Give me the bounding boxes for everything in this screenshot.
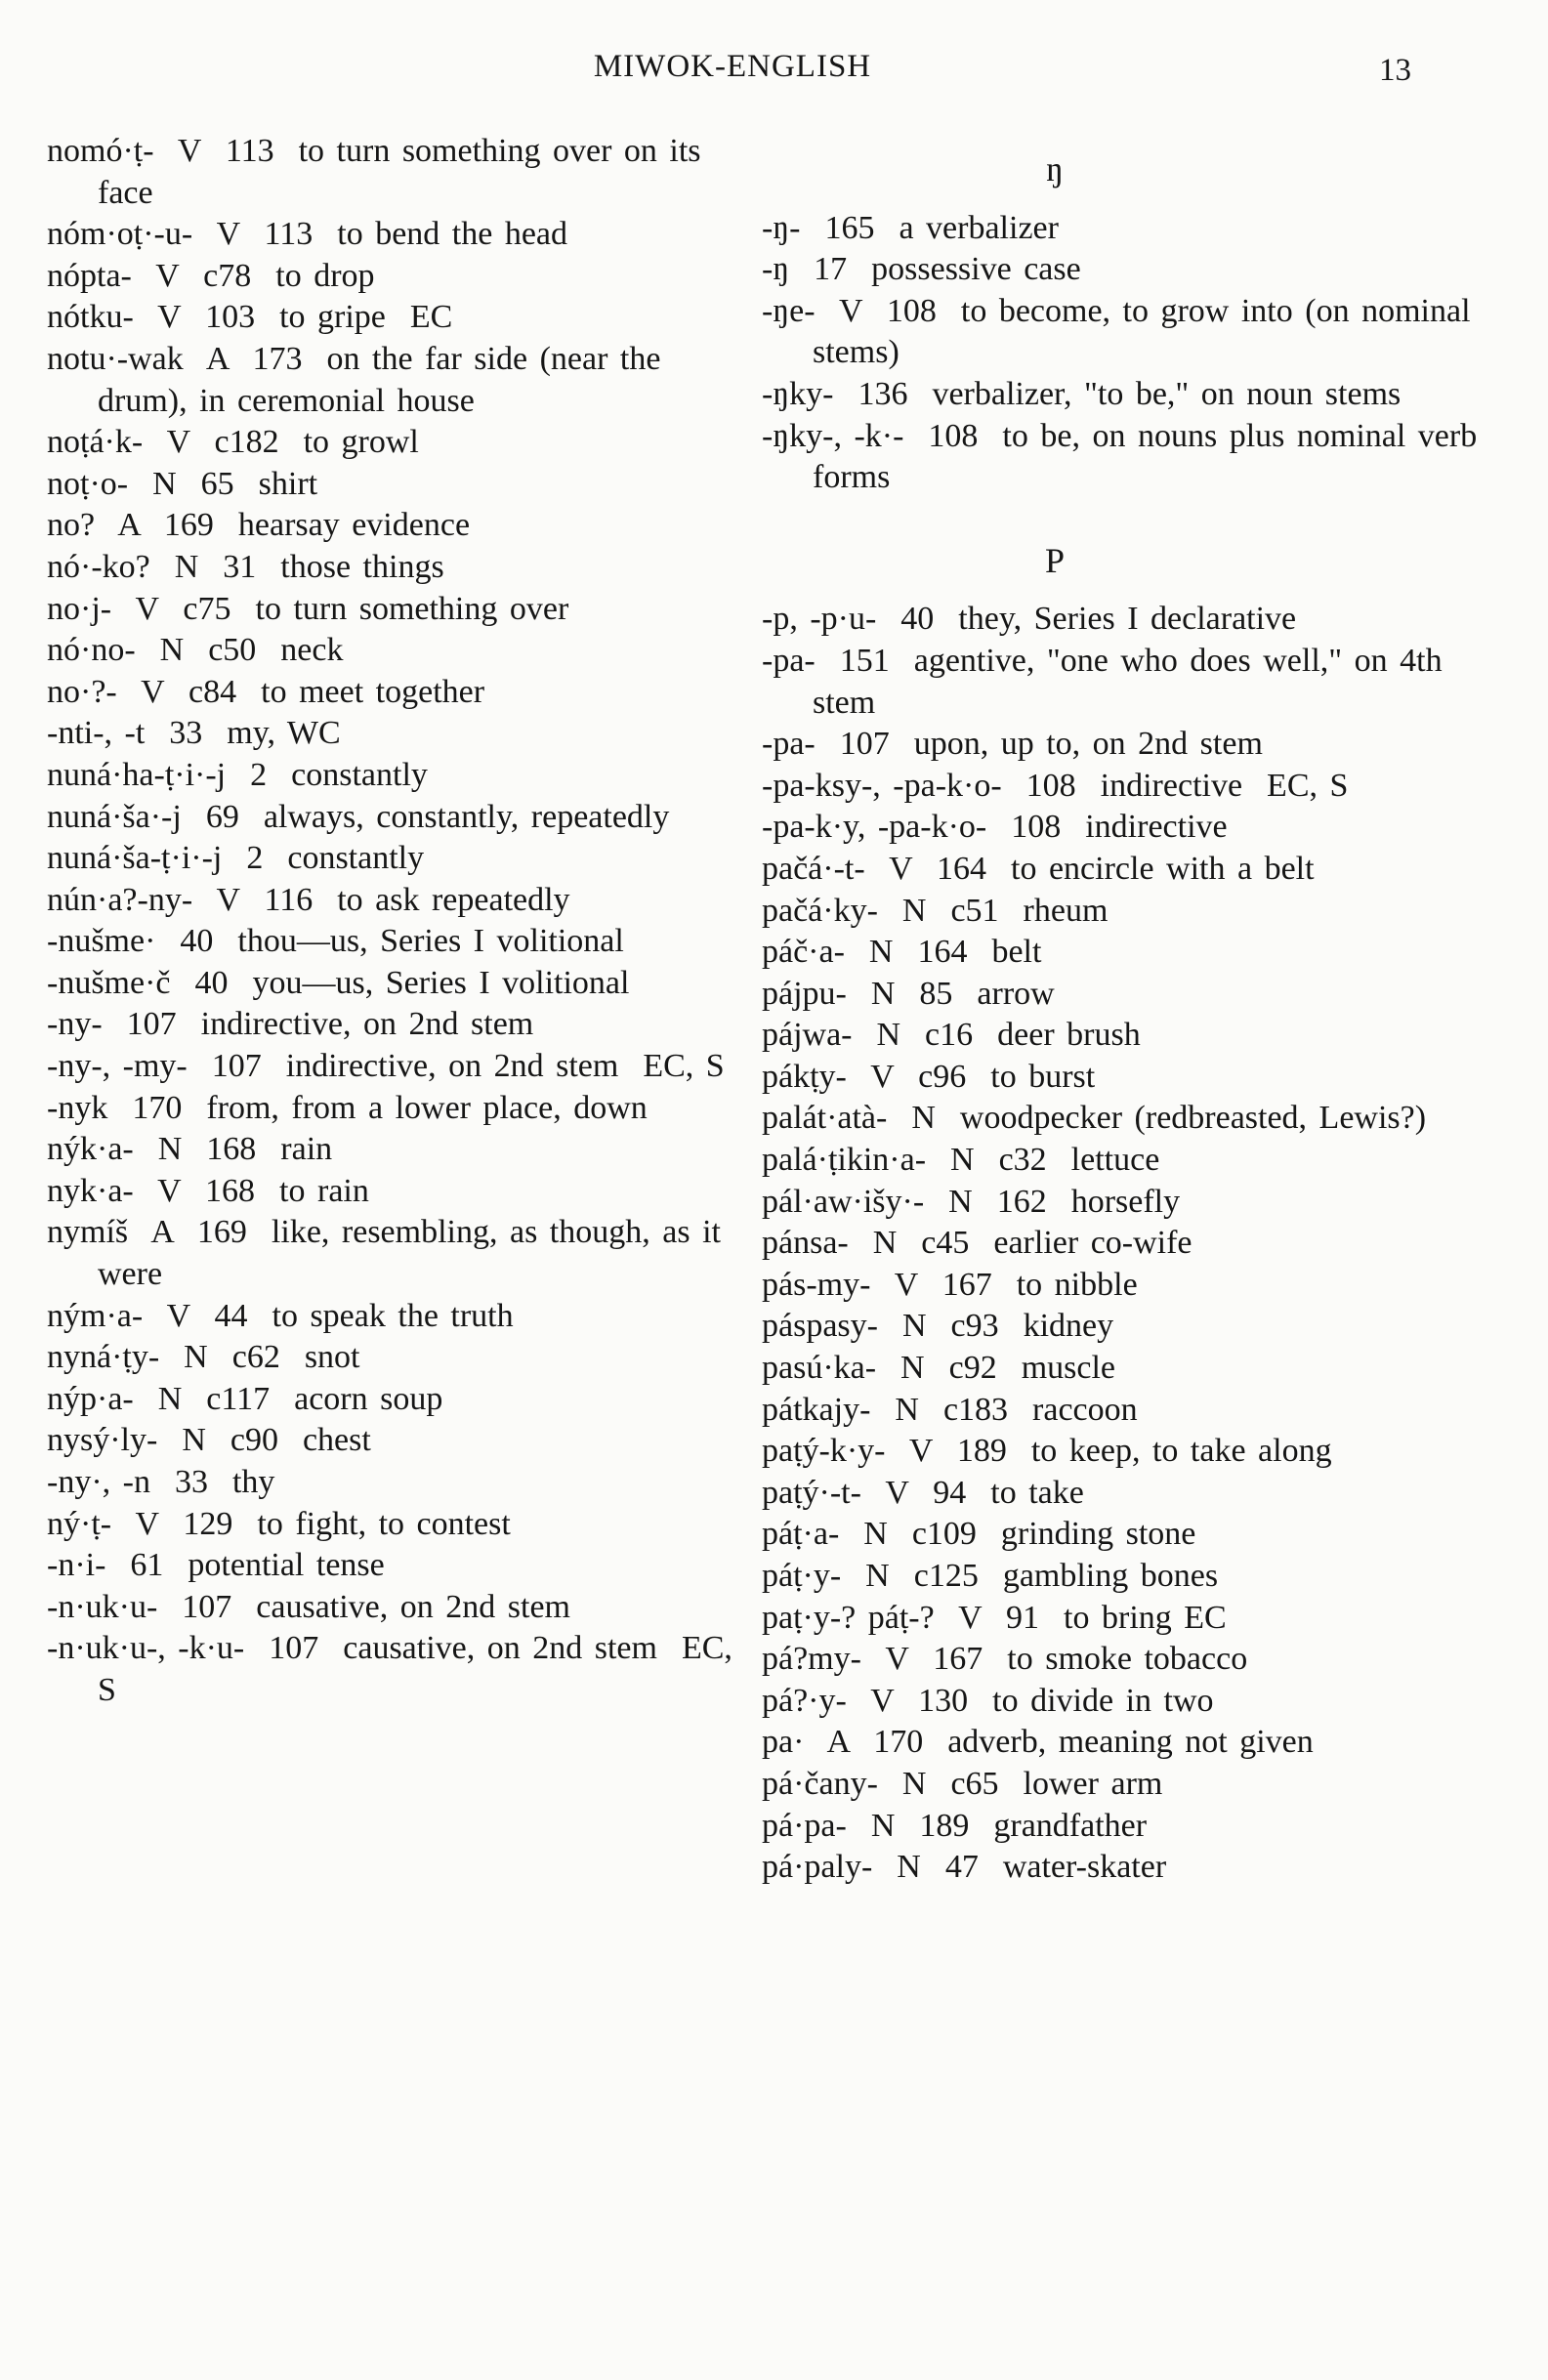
dictionary-entry: -p, -p·u- 40 they, Series I declarative <box>762 601 1297 638</box>
dictionary-entry: nyná·ṭy- N c62 snot <box>47 1339 360 1376</box>
dictionary-entry: noṭ·o- N 65 shirt <box>47 465 318 502</box>
dictionary-entry: no·?- V c84 to meet together <box>47 673 485 710</box>
dictionary-entry: páspasy- N c93 kidney <box>762 1308 1114 1345</box>
section-spacer <box>762 131 1485 148</box>
eng-entry-list <box>762 208 1489 499</box>
dictionary-entry: -pa-ksy-, -pa-k·o- 108 indirective EC, S <box>762 767 1349 804</box>
dictionary-entry: pačá·-t- V 164 to encircle with a belt <box>762 850 1315 887</box>
dictionary-entry: palát·atà- N woodpecker (redbreasted, Lewis?) <box>762 1100 1427 1137</box>
dictionary-entry: nún·a?-ny- V 116 to ask repeatedly <box>47 881 570 918</box>
dictionary-entry: -nušme·č 40 you—us, Series I volitional <box>47 964 630 1001</box>
dictionary-entry: pasú·ka- N c92 muscle <box>762 1350 1116 1387</box>
dictionary-entry: noṭá·k- V c182 to growl <box>47 424 419 461</box>
dictionary-entry: -ŋ- 165 a verbalizer <box>762 209 1059 246</box>
section-heading-eng: ŋ <box>1046 149 1064 188</box>
dictionary-entry: nó·-ko? N 31 those things <box>47 548 444 585</box>
dictionary-entry: -nušme· 40 thou—us, Series I volitional <box>47 923 624 960</box>
dictionary-entry: -ŋky-, -k·- 108 to be, on nouns plus nominal verb forms <box>762 417 1489 496</box>
dictionary-entry: paṭ·y-? páṭ-? V 91 to bring EC <box>762 1599 1227 1636</box>
dictionary-entry: -pa- 151 agentive, "one who does well," on 4th stem <box>762 642 1455 721</box>
dictionary-entry: paṭý-k·y- V 189 to keep, to take along <box>762 1433 1332 1470</box>
section-heading-p: P <box>1044 540 1066 580</box>
dictionary-entry: páṭ·a- N c109 grinding stone <box>762 1516 1196 1553</box>
dictionary-entry: nuná·ša-ṭ·i·-j 2 constantly <box>47 840 425 877</box>
dictionary-entry: -ŋe- V 108 to become, to grow into (on nominal stems) <box>762 292 1484 371</box>
left-column <box>47 131 750 1712</box>
dictionary-entry: -n·i- 61 potential tense <box>47 1547 385 1584</box>
dictionary-entry: pá·paly- N 47 water-skater <box>762 1849 1167 1886</box>
dictionary-entry: pájpu- N 85 arrow <box>762 975 1055 1012</box>
dictionary-entry: -n·uk·u- 107 causative, on 2nd stem <box>47 1588 570 1625</box>
dictionary-entry: pál·aw·išy·- N 162 horsefly <box>762 1183 1181 1220</box>
dictionary-entry: nóm·oṭ·-u- V 113 to bend the head <box>47 216 568 253</box>
dictionary-entry: pá·čany- N c65 lower arm <box>762 1765 1163 1802</box>
dictionary-entry: nópta- V c78 to drop <box>47 257 375 294</box>
dictionary-entry: páṭ·y- N c125 gambling bones <box>762 1558 1219 1594</box>
right-column <box>762 131 1489 1889</box>
page-title: MIWOK-ENGLISH <box>593 49 872 84</box>
dictionary-entry: pačá·ky- N c51 rheum <box>762 892 1109 929</box>
page-number: 13 <box>1379 53 1411 88</box>
dictionary-entry: nó·no- N c50 neck <box>47 632 344 669</box>
dictionary-entry: pás-my- V 167 to nibble <box>762 1266 1138 1303</box>
dictionary-entry: palá·ṭikin·a- N c32 lettuce <box>762 1142 1160 1179</box>
dictionary-entry: páč·a- N 164 belt <box>762 934 1042 971</box>
dictionary-entry: no? A 169 hearsay evidence <box>47 507 471 544</box>
dictionary-entry: -pa- 107 upon, up to, on 2nd stem <box>762 726 1263 763</box>
dictionary-entry: pá?·y- V 130 to divide in two <box>762 1682 1214 1719</box>
dictionary-entry: -n·uk·u-, -k·u- 107 causative, on 2nd stem EC, S <box>47 1630 745 1708</box>
section-spacer <box>762 581 1485 599</box>
dictionary-entry: -ŋky- 136 verbalizer, "to be," on noun stems <box>762 375 1402 412</box>
p-entry-list <box>762 599 1485 1888</box>
dictionary-entry: nomó·ṭ- V 113 to turn something over on its face <box>47 133 714 211</box>
dictionary-entry: pánsa- N c45 earlier co-wife <box>762 1225 1192 1262</box>
dictionary-entry: pá·pa- N 189 grandfather <box>762 1807 1148 1844</box>
section-spacer <box>762 190 1485 208</box>
dictionary-entry: -ny-, -my- 107 indirective, on 2nd stem EC, S <box>47 1048 725 1085</box>
dictionary-entry: nuná·ha-ṭ·i·-j 2 constantly <box>47 756 428 793</box>
dictionary-entry: pá?my- V 167 to smoke tobacco <box>762 1641 1248 1678</box>
dictionary-entry: nyk·a- V 168 to rain <box>47 1172 369 1209</box>
dictionary-entry: nýp·a- N c117 acorn soup <box>47 1380 443 1417</box>
dictionary-entry: -ny·, -n 33 thy <box>47 1464 275 1500</box>
dictionary-entry: nymíš A 169 like, resembling, as though, as it were <box>47 1214 733 1293</box>
dictionary-entry: pa· A 170 adverb, meaning not given <box>762 1724 1314 1761</box>
dictionary-entry: ný·ṭ- V 129 to fight, to contest <box>47 1505 511 1542</box>
dictionary-entry: pájwa- N c16 deer brush <box>762 1017 1141 1054</box>
dictionary-entry: nysý·ly- N c90 chest <box>47 1422 371 1459</box>
dictionary-entry: -ŋ 17 possessive case <box>762 251 1081 288</box>
dictionary-entry: -ny- 107 indirective, on 2nd stem <box>47 1006 534 1043</box>
dictionary-entry: nýk·a- N 168 rain <box>47 1131 333 1168</box>
dictionary-entry: notu·-wak A 173 on the far side (near the drum), in ceremonial house <box>47 340 673 419</box>
dictionary-entry: paṭý·-t- V 94 to take <box>762 1474 1084 1511</box>
dictionary-entry: ným·a- V 44 to speak the truth <box>47 1297 514 1334</box>
dictionary-entry: pákṭy- V c96 to burst <box>762 1058 1096 1095</box>
dictionary-entry: nuná·ša·-j 69 always, constantly, repeatedly <box>47 798 670 835</box>
dictionary-entry: -nti-, -t 33 my, WC <box>47 715 341 752</box>
dictionary-entry: no·j- V c75 to turn something over <box>47 590 569 627</box>
dictionary-entry: -pa-k·y, -pa-k·o- 108 indirective <box>762 809 1228 846</box>
dictionary-entry: -nyk 170 from, from a lower place, down <box>47 1089 648 1126</box>
dictionary-entry: pátkajy- N c183 raccoon <box>762 1391 1138 1428</box>
section-spacer <box>762 499 1485 540</box>
dictionary-entry: nótku- V 103 to gripe EC <box>47 299 453 336</box>
